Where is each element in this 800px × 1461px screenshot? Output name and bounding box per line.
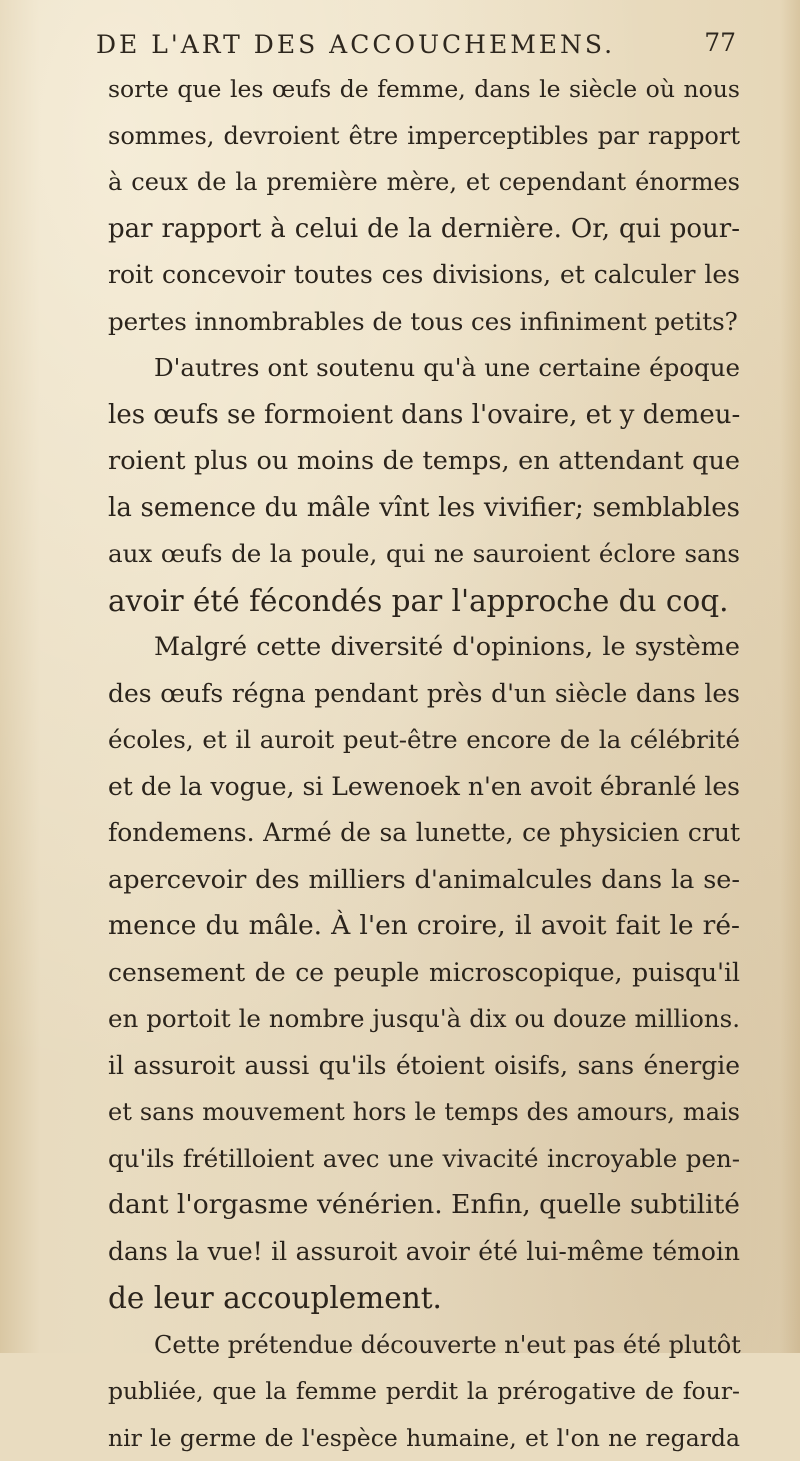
text-line: qu'ils frétilloient avec une vivacité incroyable pen-: [108, 1136, 740, 1183]
text-line: en portoit le nombre jusqu'à dix ou douze millions.: [108, 996, 740, 1043]
text-line: la semence du mâle vînt les vivifier; semblables: [108, 485, 740, 532]
text-line: aux œufs de la poule, qui ne sauroient éclore sans: [108, 531, 740, 578]
text-line: pertes innombrables de tous ces infiniment petits?: [108, 299, 740, 346]
running-head: DE L'ART DES ACCOUCHEMENS.: [96, 30, 615, 59]
text-line: et de la vogue, si Lewenoek n'en avoit ébranlé les: [108, 764, 740, 811]
text-line: publiée, que la femme perdit la prérogative de four-: [108, 1368, 740, 1415]
text-line: censement de ce peuple microscopique, puisqu'il: [108, 950, 740, 997]
text-line: sorte que les œufs de femme, dans le siècle où nous: [108, 66, 740, 113]
text-line: il assuroit aussi qu'ils étoient oisifs, sans énergie: [108, 1043, 740, 1090]
text-line: nir le germe de l'espèce humaine, et l'on ne regarda: [108, 1415, 740, 1461]
text-line: roient plus ou moins de temps, en attendant que: [108, 438, 740, 485]
text-line: dans la vue! il assuroit avoir été lui-même témoin: [108, 1229, 740, 1276]
text-line: D'autres ont soutenu qu'à une certaine époque: [108, 345, 740, 392]
text-line: et sans mouvement hors le temps des amours, mais: [108, 1089, 740, 1136]
text-line: Malgré cette diversité d'opinions, le système: [108, 624, 740, 671]
text-line: Cette prétendue découverte n'eut pas été plutôt: [108, 1322, 740, 1369]
text-line: les œufs se formoient dans l'ovaire, et y demeu-: [108, 392, 740, 439]
text-line: fondemens. Armé de sa lunette, ce physicien crut: [108, 810, 740, 857]
text-line: avoir été fécondés par l'approche du coq.: [108, 578, 740, 625]
text-line: des œufs régna pendant près d'un siècle dans les: [108, 671, 740, 718]
text-line: roit concevoir toutes ces divisions, et calculer les: [108, 252, 740, 299]
body-text: [108, 66, 740, 1461]
text-line: apercevoir des milliers d'animalcules dans la se-: [108, 857, 740, 904]
text-line: par rapport à celui de la dernière. Or, qui pour-: [108, 206, 740, 253]
text-line: écoles, et il auroit peut-être encore de la célébrité: [108, 717, 740, 764]
page-header: [96, 20, 736, 60]
text-line: sommes, devroient être imperceptibles par rapport: [108, 113, 740, 160]
text-line: mence du mâle. À l'en croire, il avoit fait le ré-: [108, 903, 740, 950]
text-line: à ceux de la première mère, et cependant énormes: [108, 159, 740, 206]
page-number: 77: [704, 28, 736, 57]
text-line: dant l'orgasme vénérien. Enfin, quelle subtilité: [108, 1182, 740, 1229]
text-line: de leur accouplement.: [108, 1275, 740, 1322]
